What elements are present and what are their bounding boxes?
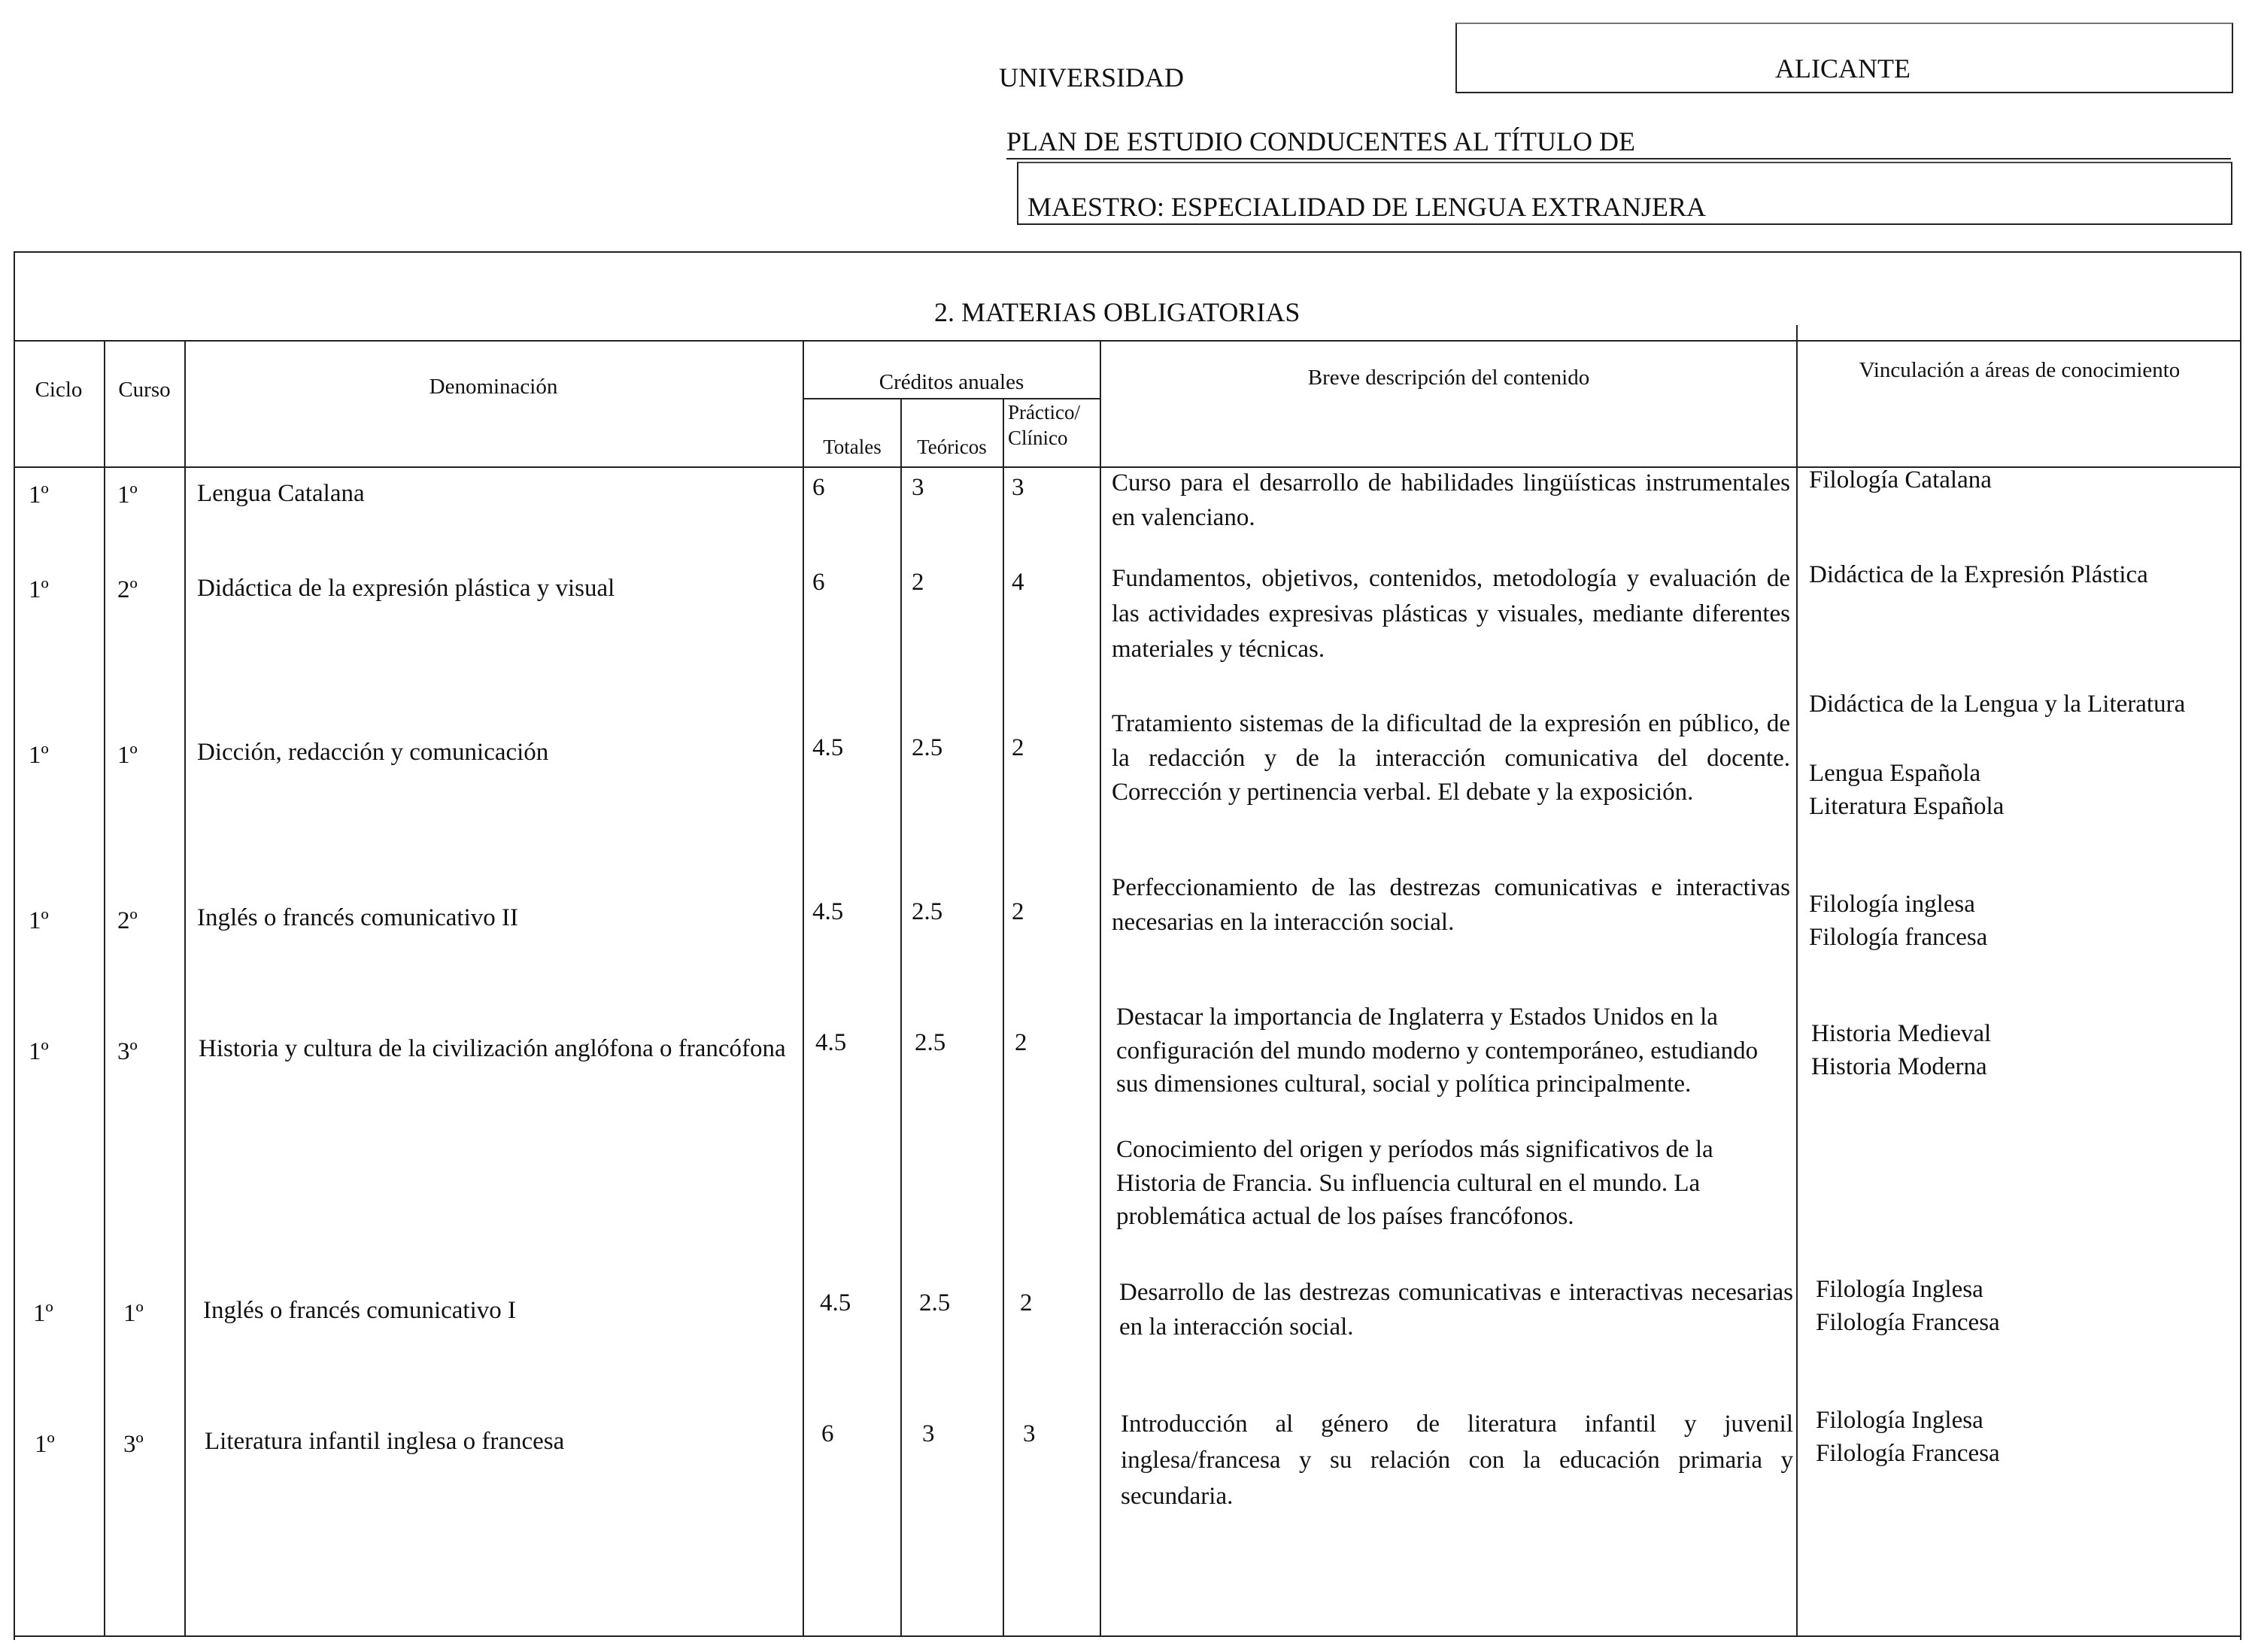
row-vinculacion-2: Lengua Española [1809,760,1981,787]
row-denominacion: Historia y cultura de la civilización anglófona o francófona [199,1035,786,1062]
row-totales: 6 [812,474,825,501]
row-descripcion-2: Conocimiento del origen y períodos más significativos de la Historia de Francia. Su influencia cultural en el mundo. La problemática actual de los países francófonos. [1116,1136,1713,1231]
row-ciclo: 1º [29,907,49,934]
row-teoricos: 2.5 [912,898,943,925]
row-practico: 2 [1015,1029,1027,1056]
row-totales: 6 [812,569,825,596]
header-descripcion: Breve descripción del contenido [1307,366,1590,390]
row-descripcion: Introducción al género de literatura infantil y juvenil inglesa/francesa y su relación con la educación primaria y secundaria. [1121,1411,1793,1510]
col-divider-denominacion [803,340,804,1635]
header-denominacion: Denominación [429,375,558,399]
row-vinculacion-1: Filología Catalana [1809,466,1992,493]
row-vinculacion-1: Didáctica de la Expresión Plástica [1809,561,2148,588]
row-descripcion: Curso para el desarrollo de habilidades lingüísticas instrumentales en valenciano. [1112,469,1790,531]
plan-label: PLAN DE ESTUDIO CONDUCENTES AL TÍTULO DE [1006,126,1635,156]
row-ciclo: 1º [29,576,49,603]
row-vinculacion-3: Literatura Española [1809,793,2005,820]
table-bottom-rule [14,1635,2240,1637]
row-denominacion: Didáctica de la expresión plástica y visual [197,575,615,602]
row-totales: 4.5 [812,734,844,761]
header-ciclo: Ciclo [35,378,83,402]
header-creditos: Créditos anuales [879,370,1024,394]
row-vinculacion-2: Filología Francesa [1816,1309,2000,1336]
creditos-rule [803,398,1100,399]
row-teoricos: 2.5 [912,734,943,761]
university-label: UNIVERSIDAD [999,62,1184,93]
row-curso: 1º [123,1300,144,1327]
row-ciclo: 1º [33,1300,53,1327]
col-divider-teoricos [1003,398,1004,1635]
header-curso: Curso [118,378,171,402]
row-ciclo: 1º [29,742,49,769]
row-practico: 3 [1012,474,1024,501]
col-divider-totales [900,398,902,1635]
row-denominacion: Inglés o francés comunicativo II [197,904,519,931]
row-practico: 2 [1012,898,1024,925]
row-vinculacion-1: Didáctica de la Lengua y la Literatura [1809,691,2186,718]
row-vinculacion-1: Filología Inglesa [1816,1276,1983,1303]
header-totales: Totales [823,436,882,458]
row-curso: 1º [117,481,138,509]
row-practico: 4 [1012,569,1024,596]
row-vinculacion-2: Filología francesa [1809,924,1988,951]
section-title: 2. MATERIAS OBLIGATORIAS [934,297,1301,327]
row-descripcion: Perfeccionamiento de las destrezas comunicativas e interactivas necesarias en la interacción social. [1112,874,1790,936]
row-totales: 6 [821,1420,834,1447]
row-denominacion: Inglés o francés comunicativo I [203,1297,517,1324]
degree-title: MAESTRO: ESPECIALIDAD DE LENGUA EXTRANJERA [1027,192,1706,222]
row-curso: 3º [123,1431,144,1458]
row-totales: 4.5 [820,1289,851,1316]
row-vinculacion-1: Filología inglesa [1809,891,1975,918]
row-descripcion: Tratamiento sistemas de la dificultad de la expresión en público, de la redacción y de la interacción comunicativa del docente. Corrección y pertinencia verbal. El debate y la exposición. [1112,710,1790,806]
row-teoricos: 2 [912,569,924,596]
university-name: ALICANTE [1775,53,1911,84]
row-practico: 3 [1023,1420,1036,1447]
row-teoricos: 3 [922,1420,935,1447]
row-vinculacion-1: Historia Medieval [1811,1020,1992,1047]
col-divider-curso [184,340,186,1635]
row-descripcion: Desarrollo de las destrezas comunicativas e interactivas necesarias en la interacción social. [1119,1279,1793,1341]
title-rule [14,340,2240,342]
row-denominacion: Lengua Catalana [197,480,365,507]
header-teoricos: Teóricos [917,436,987,458]
row-descripcion: Fundamentos, objetivos, contenidos, metodología y evaluación de las actividades expresivas plásticas y visuales, mediante diferentes materiales y técnicas. [1112,565,1790,663]
row-vinculacion-2: Historia Moderna [1811,1053,1987,1080]
row-teoricos: 3 [912,474,924,501]
col-divider-ciclo [104,340,105,1635]
row-ciclo: 1º [29,481,49,509]
row-curso: 2º [117,576,138,603]
row-ciclo: 1º [29,1038,49,1065]
row-ciclo: 1º [35,1431,55,1458]
col-divider-practico [1100,340,1101,1635]
row-totales: 4.5 [812,898,844,925]
row-curso: 2º [117,907,138,934]
row-teoricos: 2.5 [915,1029,946,1056]
row-practico: 2 [1012,734,1024,761]
row-practico: 2 [1020,1289,1033,1316]
row-teoricos: 2.5 [919,1289,951,1316]
row-curso: 1º [117,742,138,769]
row-totales: 4.5 [815,1029,847,1056]
header-vinculacion: Vinculación a áreas de conocimiento [1859,358,2181,382]
row-vinculacion-1: Filología Inglesa [1816,1407,1983,1434]
row-vinculacion-2: Filología Francesa [1816,1440,2000,1467]
row-descripcion: Destacar la importancia de Inglaterra y Estados Unidos en la configuración del mundo moderno y contemporáneo, estudiando sus dimensiones cultural, social y política principalmente. [1116,1004,1759,1098]
row-curso: 3º [117,1038,138,1065]
row-denominacion: Literatura infantil inglesa o francesa [205,1428,565,1455]
col-divider-descripcion [1796,325,1798,1635]
plan-underline [1006,158,2231,159]
header-practico: Práctico/ Clínico [1008,401,1080,449]
row-denominacion: Dicción, redacción y comunicación [197,739,549,766]
